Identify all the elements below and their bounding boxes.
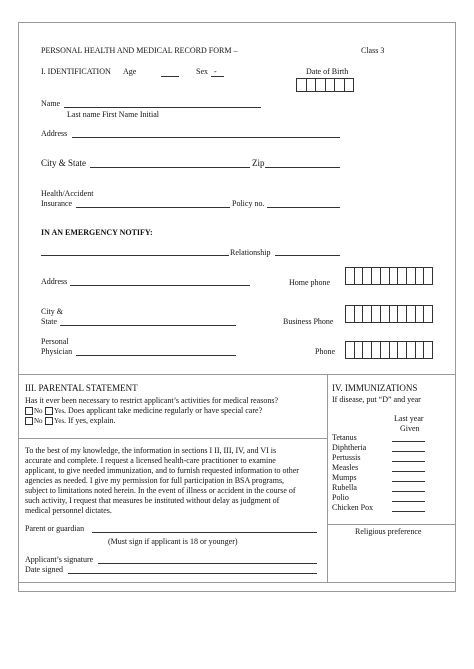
immunizations-subheading: If disease, put “D” and year bbox=[332, 395, 421, 404]
explain-prompt: . If yes, explain. bbox=[64, 416, 116, 425]
restrict-question: Has it ever been necessary to restrict applicant’s activities for medical reasons? bbox=[25, 396, 279, 405]
no-label-2: No bbox=[34, 417, 43, 425]
statement-line: medical personnel dictates. bbox=[25, 506, 112, 515]
date-signed-field[interactable] bbox=[68, 573, 317, 574]
immunization-field[interactable] bbox=[392, 441, 425, 442]
immunizations-heading: IV. IMMUNIZATIONS bbox=[332, 383, 418, 393]
city-state-field[interactable] bbox=[90, 167, 250, 168]
identification-heading: I. IDENTIFICATION bbox=[41, 67, 111, 76]
statement-line: applicant, to give needed immunization, and to furnish requested information to other bbox=[25, 466, 299, 475]
yes-checkbox-2[interactable] bbox=[45, 417, 53, 425]
immunization-field[interactable] bbox=[392, 461, 425, 462]
no-checkbox-2[interactable] bbox=[25, 417, 33, 425]
emergency-state-label: State bbox=[41, 317, 57, 326]
physician-field[interactable] bbox=[76, 355, 236, 356]
religious-preference-label: Religious preference bbox=[355, 527, 422, 536]
no-checkbox-1[interactable] bbox=[25, 407, 33, 415]
name-field[interactable] bbox=[64, 107, 261, 108]
parent-guardian-label: Parent or guardian bbox=[25, 524, 85, 533]
yes-label-2: Yes bbox=[54, 417, 65, 425]
age-field[interactable] bbox=[161, 76, 179, 77]
insurance-label: Insurance bbox=[41, 199, 73, 208]
immunization-field[interactable] bbox=[392, 471, 425, 472]
zip-label: Zip bbox=[252, 158, 265, 168]
immunization-field[interactable] bbox=[392, 491, 425, 492]
parent-signature-field[interactable] bbox=[92, 532, 317, 533]
emergency-address-field[interactable] bbox=[70, 285, 250, 286]
applicant-signature-label: Applicant’s signature bbox=[25, 555, 94, 564]
name-sublabel: Last name First Name Initial bbox=[67, 110, 159, 119]
column-divider bbox=[327, 374, 328, 582]
emergency-city-label: City & bbox=[41, 307, 64, 316]
immunization-label: Measles bbox=[332, 463, 359, 472]
immunization-label: Tetanus bbox=[332, 433, 357, 442]
personal-label: Personal bbox=[41, 337, 69, 346]
relationship-label: Relationship bbox=[230, 248, 271, 257]
immunization-label: Polio bbox=[332, 493, 349, 502]
religious-divider bbox=[327, 524, 456, 525]
parental-heading: III. PARENTAL STATEMENT bbox=[25, 383, 138, 393]
sex-field[interactable] bbox=[211, 76, 224, 77]
emergency-heading: IN AN EMERGENCY NOTIFY: bbox=[41, 228, 153, 237]
physician-label: Physician bbox=[41, 347, 73, 356]
section-divider bbox=[18, 374, 456, 375]
business-phone-label: Business Phone bbox=[283, 317, 334, 326]
emergency-city-state-field[interactable] bbox=[60, 325, 236, 326]
immunization-label: Chicken Pox bbox=[332, 503, 374, 512]
age-label: Age bbox=[123, 67, 137, 76]
statement-line: such activity, I request that measures be instituted without delay as judgment of bbox=[25, 496, 280, 505]
medicine-question: . Does applicant take medicine regularly or have special care? bbox=[64, 406, 263, 415]
sex-value: - bbox=[214, 67, 217, 76]
immunization-label: Pertussis bbox=[332, 453, 361, 462]
address-label: Address bbox=[41, 129, 68, 138]
immunization-label: Rubella bbox=[332, 483, 357, 492]
relationship-field[interactable] bbox=[275, 255, 340, 256]
immunization-field[interactable] bbox=[392, 501, 425, 502]
statement-line: subject to limitations noted herein. In the event of illness or accident in the course of bbox=[25, 486, 296, 495]
emergency-address-label: Address bbox=[41, 277, 68, 286]
form-title: PERSONAL HEALTH AND MEDICAL RECORD FORM – bbox=[41, 46, 238, 55]
statement-line: agencies as needed. I give my permission for full participation in BSA programs, bbox=[25, 476, 285, 485]
zip-field[interactable] bbox=[265, 167, 340, 168]
city-state-label: City & State bbox=[41, 158, 86, 168]
yes-checkbox-1[interactable] bbox=[45, 407, 53, 415]
no-label-1: No bbox=[34, 407, 43, 415]
policy-label: Policy no. bbox=[232, 199, 265, 208]
statement-line: To the best of my knowledge, the information in sections I II, III, IV, and VI is bbox=[25, 446, 277, 455]
immunization-field[interactable] bbox=[392, 451, 425, 452]
bottom-divider bbox=[18, 582, 456, 583]
parental-divider bbox=[18, 438, 327, 439]
phone-label: Phone bbox=[315, 347, 335, 356]
given-header: Given bbox=[400, 424, 420, 433]
health-accident-label: Health/Accident bbox=[41, 189, 94, 198]
dob-label: Date of Birth bbox=[306, 67, 349, 76]
home-phone-label: Home phone bbox=[289, 278, 331, 287]
home-phone-boxes[interactable] bbox=[345, 267, 433, 285]
immunization-field[interactable] bbox=[392, 481, 425, 482]
policy-field[interactable] bbox=[267, 207, 340, 208]
yes-label-1: Yes bbox=[54, 407, 65, 415]
insurance-field[interactable] bbox=[76, 207, 230, 208]
applicant-signature-field[interactable] bbox=[98, 563, 317, 564]
physician-phone-boxes[interactable] bbox=[345, 341, 433, 359]
address-field[interactable] bbox=[72, 137, 340, 138]
date-signed-label: Date signed bbox=[25, 565, 63, 574]
must-sign-note: (Must sign if applicant is 18 or younger) bbox=[108, 537, 238, 546]
class-label: Class 3 bbox=[361, 46, 385, 55]
dob-boxes[interactable] bbox=[296, 78, 354, 92]
sex-label: Sex bbox=[196, 67, 208, 76]
immunization-field[interactable] bbox=[392, 511, 425, 512]
last-year-header: Last year bbox=[394, 414, 424, 423]
statement-line: accurate and complete. I request a licensed health-care practitioner to examine bbox=[25, 456, 276, 465]
emergency-name-field[interactable] bbox=[41, 255, 229, 256]
name-label: Name bbox=[41, 99, 61, 108]
business-phone-boxes[interactable] bbox=[345, 305, 433, 323]
immunization-label: Mumps bbox=[332, 473, 357, 482]
immunization-label: Diphtheria bbox=[332, 443, 367, 452]
